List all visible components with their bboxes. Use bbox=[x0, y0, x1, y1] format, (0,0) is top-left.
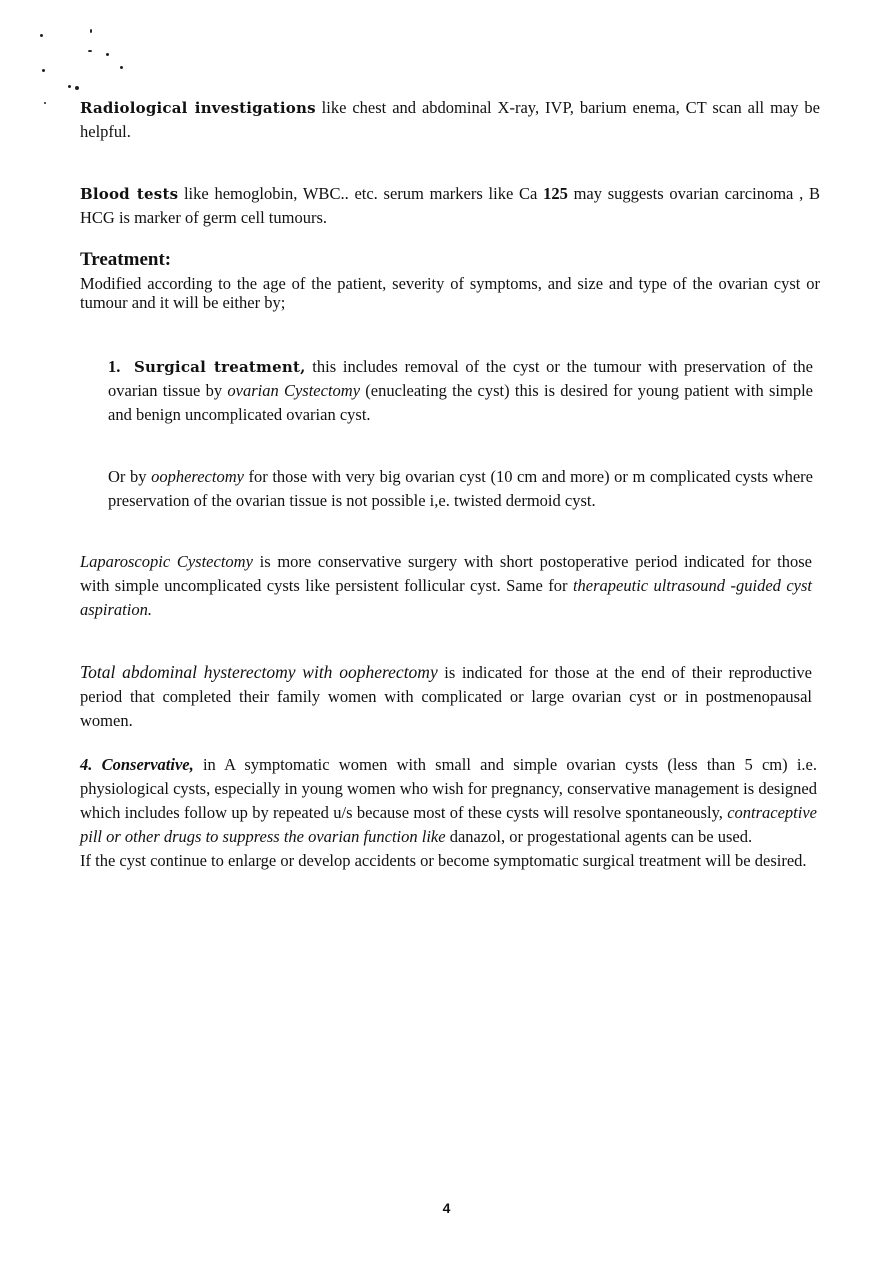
treatment-intro-text: Modified according to the age of the patient, severity of symptoms, and size and type of the ovarian cyst or tumour and it will be either by; bbox=[80, 274, 820, 312]
blood-tests-text-continued: may suggests ovarian carcinoma , B HCG is marker of germ cell tumours. bbox=[80, 184, 820, 227]
paragraph-blood-tests bbox=[80, 182, 820, 230]
conservative-text-continued: danazol, or progestational agents can be used. bbox=[445, 827, 753, 846]
paragraph-total-abdominal-hysterectomy bbox=[80, 660, 812, 733]
surgical-treatment-label: Surgical treatment, bbox=[134, 358, 306, 376]
radiological-label: Radiological investigations bbox=[80, 99, 316, 117]
cyst-aspiration-term: therapeutic ultrasound -guided cyst aspiration. bbox=[80, 576, 812, 619]
conservative-drugs-term: contraceptive pill or other drugs to suppress the ovarian function like bbox=[80, 803, 817, 846]
conservative-text: in A symptomatic women with small and simple ovarian cysts (less than 5 cm) i.e. physiological cysts, especially in young women who wish for pregnancy, conservative management is designed which includes follow up by repeated u/s because most of these cysts will resolve spontaneously, bbox=[80, 755, 817, 822]
oopherectomy-intro: Or by bbox=[108, 467, 152, 486]
paragraph-conservative bbox=[80, 753, 817, 873]
surgical-treatment-text-continued: (enucleating the cyst) this is desired for young patient with simple and benign uncomplicated ovarian cyst. bbox=[108, 381, 813, 424]
blood-tests-label: Blood tests bbox=[80, 185, 179, 203]
scan-speck bbox=[88, 50, 92, 52]
conservative-followup: If the cyst continue to enlarge or develop accidents or become symptomatic surgical treatment will be desired. bbox=[80, 851, 807, 870]
oopherectomy-term: oopherectomy bbox=[151, 467, 244, 486]
scan-speck bbox=[40, 34, 43, 37]
radiological-text: like chest and abdominal X-ray, IVP, barium enema, CT scan all may be helpful. bbox=[80, 98, 820, 141]
surgical-treatment-text: this includes removal of the cyst or the tumour with preservation of the ovarian tissue by bbox=[108, 357, 813, 400]
hysterectomy-term: Total abdominal hysterectomy with oopherectomy bbox=[80, 662, 438, 682]
laparoscopic-cystectomy-term: Laparoscopic Cystectomy bbox=[80, 552, 253, 571]
scan-speck bbox=[120, 66, 123, 69]
scan-speck bbox=[68, 85, 71, 88]
scan-speck bbox=[106, 53, 109, 56]
scan-speck bbox=[90, 29, 92, 33]
treatment-heading: Treatment: bbox=[80, 249, 172, 270]
ca125-number: 125 bbox=[543, 184, 568, 203]
paragraph-laparoscopic-cystectomy bbox=[80, 550, 812, 622]
conservative-label: 4. Conservative, bbox=[80, 755, 194, 774]
oopherectomy-text: for those with very big ovarian cyst (10 cm and more) or m complicated cysts where preservation of the ovarian tissue is not possible i,e. twisted dermoid cyst. bbox=[108, 467, 813, 510]
hysterectomy-text: is indicated for those at the end of their reproductive period that completed their family women with complicated or large ovarian cyst or in postmenopausal women. bbox=[80, 663, 813, 730]
surgical-treatment-item bbox=[108, 355, 813, 427]
ovarian-cystectomy-term: ovarian Cystectomy bbox=[227, 381, 361, 400]
page-number: 4 bbox=[442, 1200, 451, 1216]
blood-tests-text: like hemoglobin, WBC.. etc. serum markers like Ca bbox=[178, 184, 544, 203]
item-number: 1. bbox=[108, 357, 121, 376]
treatment-intro bbox=[80, 274, 820, 312]
scan-speck bbox=[42, 69, 45, 72]
laparoscopic-text: is more conservative surgery with short postoperative period indicated for those with simple uncomplicated cysts like persistent follicular cyst. Same for bbox=[80, 552, 813, 595]
scan-speck bbox=[75, 86, 79, 90]
paragraph-radiological-investigations bbox=[80, 96, 820, 144]
scan-speck bbox=[44, 102, 46, 104]
paragraph-oopherectomy bbox=[108, 465, 813, 513]
